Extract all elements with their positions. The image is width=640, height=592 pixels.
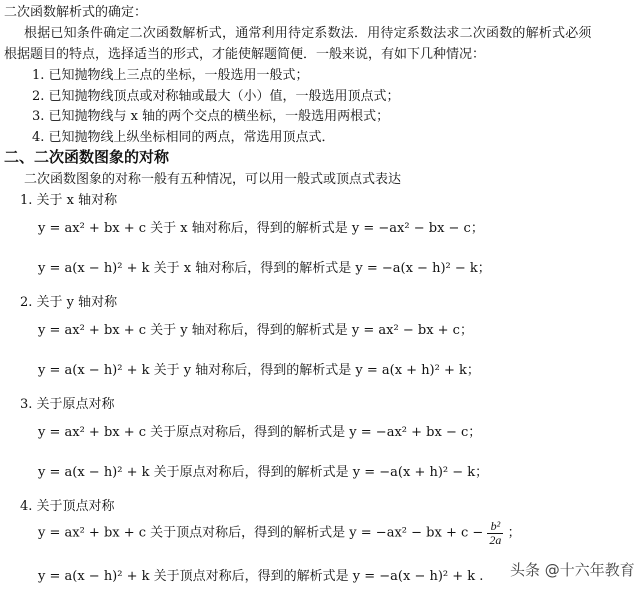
fraction [487,520,503,546]
equation: y = a(x − h)² + k 关于原点对称后，得到的解析式是 y = −a(x + h)² − k； [38,465,489,480]
list-item: 2. 已知抛物线顶点或对称轴或最大（小）值，一般选用顶点式； [32,89,400,104]
list-item: 3. 已知抛物线与 x 轴的两个交点的横坐标，一般选用两根式； [32,109,390,124]
section-intro: 二次函数图象的对称一般有五种情况，可以用一般式或顶点式表达 [24,172,402,187]
equation: y = a(x − h)² + k 关于顶点对称后，得到的解析式是 y = −a(x − h)² + k . [38,569,484,584]
case-label: 2. 关于 y 轴对称 [20,295,118,310]
equation: y = ax² + bx + c 关于原点对称后，得到的解析式是 y = −ax² + bx − c； [38,425,482,440]
watermark: 头条 @十六年教育 [510,561,635,579]
fraction-denominator: 2a [489,532,502,547]
equation: y = ax² + bx + c 关于 x 轴对称后，得到的解析式是 y = −ax² − bx − c； [38,221,484,236]
fraction-numerator: b² [487,520,503,534]
list-item: 4. 已知抛物线上纵坐标相同的两点，常选用顶点式． [32,130,335,145]
list-item: 1. 已知抛物线上三点的坐标，一般选用一般式； [32,68,309,83]
section-heading: 二、二次函数图象的对称 [4,148,170,166]
section-title: 二次函数解析式的确定： [4,5,148,20]
case-label: 1. 关于 x 轴对称 [20,193,118,208]
equation: y = a(x − h)² + k 关于 x 轴对称后，得到的解析式是 y = −a(x − h)² − k； [38,261,491,276]
intro-paragraph-line1: 根据已知条件确定二次函数解析式，通常利用待定系数法．用待定系数法求二次函数的解析式必须 [24,26,592,41]
equation-text: y = ax² + bx + c 关于顶点对称后，得到的解析式是 y = −ax² − bx + c − [38,525,484,541]
equation: y = ax² + bx + c 关于 y 轴对称后，得到的解析式是 y = ax² − bx + c； [38,323,473,338]
equation-end: ； [507,525,521,541]
case-label: 4. 关于顶点对称 [20,499,115,514]
equation: y = a(x − h)² + k 关于 y 轴对称后，得到的解析式是 y = a(x + h)² + k； [38,363,480,378]
case-label: 3. 关于原点对称 [20,397,115,412]
equation-with-fraction [38,520,521,546]
intro-paragraph-line2: 根据题目的特点，选择适当的形式，才能使解题简便．一般来说，有如下几种情况： [4,47,486,62]
